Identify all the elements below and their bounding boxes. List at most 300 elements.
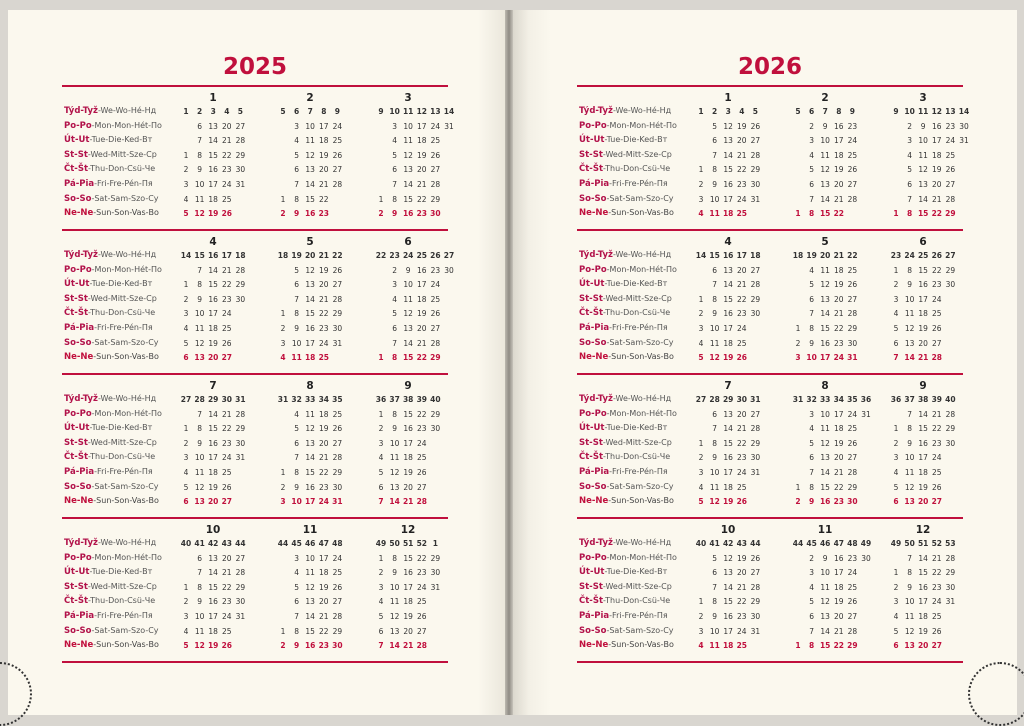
day-cell: 30 xyxy=(750,180,761,189)
label-primary: Týd-Tyž xyxy=(579,106,613,116)
day-cell: 2 xyxy=(280,209,286,219)
day-cell: 5 xyxy=(392,150,397,160)
label-primary: Pá-Pia xyxy=(64,611,95,621)
quarter-divider xyxy=(577,373,963,375)
day-cell: 27 xyxy=(417,482,427,492)
label-primary: Po-Po xyxy=(64,264,92,275)
day-label xyxy=(579,135,667,145)
day-cell: 19 xyxy=(918,482,928,492)
day-label xyxy=(579,338,674,348)
day-cell: 27 xyxy=(221,497,233,507)
day-cell: 29 xyxy=(750,165,761,175)
day-cell: 19 xyxy=(319,265,329,275)
day-cell: 19 xyxy=(834,280,844,290)
day-cell: 14 xyxy=(723,582,733,592)
week-number: 22 xyxy=(375,251,387,260)
day-label xyxy=(64,467,153,477)
day-cell: 11 xyxy=(403,294,413,304)
day-cell: 14 xyxy=(305,453,315,463)
day-cell: 14 xyxy=(820,194,830,204)
month-number: 9 xyxy=(919,380,927,392)
week-number: 32 xyxy=(291,395,302,404)
day-cell: 15 xyxy=(208,582,218,592)
day-cell: 23 xyxy=(847,121,858,131)
day-cell: 13 xyxy=(820,453,830,463)
day-cell: 20 xyxy=(932,180,942,189)
day-cell: 20 xyxy=(737,568,747,578)
day-cell: 6 xyxy=(294,438,299,448)
day-cell: 22 xyxy=(932,424,942,434)
day-cell: 15 xyxy=(723,165,733,175)
label-secondary: -We-Wo-Hé-Нд xyxy=(612,106,672,115)
day-cell: 14 xyxy=(403,180,413,189)
day-cell: 7 xyxy=(893,353,899,363)
day-cell: 28 xyxy=(332,612,343,621)
day-cell: 7 xyxy=(197,136,202,146)
day-label xyxy=(64,208,159,218)
week-number: 33 xyxy=(819,395,831,404)
day-cell: 15 xyxy=(723,597,733,607)
bottom-divider xyxy=(62,661,448,663)
week-number: 27 xyxy=(945,251,956,260)
day-label xyxy=(64,338,159,348)
day-cell: 12 xyxy=(194,209,205,219)
day-cell: 17 xyxy=(403,582,413,592)
label-secondary: -Mon-Mon-Hét-По xyxy=(91,552,162,562)
day-cell: 22 xyxy=(417,194,427,204)
label-primary: Čt-Št xyxy=(579,596,604,607)
day-cell: 2 xyxy=(378,209,384,219)
week-number: 33 xyxy=(304,395,316,404)
label-primary: St-St xyxy=(579,437,603,448)
day-label xyxy=(64,294,157,304)
label-primary: Týd-Tyž xyxy=(579,250,613,260)
day-cell: 23 xyxy=(737,180,747,189)
day-cell: 26 xyxy=(945,165,956,175)
label-secondary: -We-Wo-Hé-Нд xyxy=(612,538,672,547)
day-cell: 3 xyxy=(809,568,814,578)
day-cell: 10 xyxy=(291,338,302,348)
day-cell: 25 xyxy=(847,265,858,275)
day-cell: 6 xyxy=(392,165,397,175)
day-cell: 1 xyxy=(280,468,286,477)
day-cell: 18 xyxy=(208,324,218,333)
week-number: 14 xyxy=(958,107,970,116)
label-secondary: -We-Wo-Hé-Нд xyxy=(97,538,157,547)
day-cell: 7 xyxy=(392,338,397,348)
day-cell: 21 xyxy=(737,582,747,592)
day-cell: 18 xyxy=(208,468,218,477)
day-cell: 27 xyxy=(847,453,858,463)
day-label xyxy=(579,279,667,289)
day-cell: 7 xyxy=(907,553,912,563)
day-cell: 5 xyxy=(809,438,814,448)
label-primary: St-St xyxy=(64,437,88,448)
month-number: 5 xyxy=(821,236,829,248)
day-cell: 16 xyxy=(819,497,831,507)
day-cell: 6 xyxy=(712,568,717,578)
day-cell: 2 xyxy=(378,424,384,434)
day-cell: 29 xyxy=(332,309,343,319)
day-cell: 8 xyxy=(712,294,717,304)
day-cell: 13 xyxy=(918,180,928,189)
day-cell: 4 xyxy=(809,265,814,275)
day-cell: 6 xyxy=(378,626,384,636)
day-cell: 16 xyxy=(402,209,414,219)
day-cell: 12 xyxy=(723,121,733,131)
day-cell: 27 xyxy=(932,338,942,348)
day-cell: 18 xyxy=(722,641,734,651)
day-cell: 5 xyxy=(183,641,189,651)
week-number: 53 xyxy=(945,539,956,548)
day-cell: 31 xyxy=(750,468,761,477)
day-label xyxy=(579,423,667,433)
day-cell: 15 xyxy=(819,641,831,651)
week-number: 14 xyxy=(180,251,192,260)
day-cell: 16 xyxy=(208,597,218,607)
day-cell: 9 xyxy=(809,338,814,348)
day-cell: 13 xyxy=(389,626,400,636)
label-secondary: -Tue-Die-Ked-Вт xyxy=(604,423,668,433)
week-number: 32 xyxy=(806,395,817,404)
label-primary: Pá-Pia xyxy=(579,467,610,477)
day-cell: 11 xyxy=(820,424,830,434)
day-cell: 28 xyxy=(430,180,441,189)
week-number: 16 xyxy=(207,251,219,260)
label-primary: Pá-Pia xyxy=(579,611,610,621)
day-cell: 1 xyxy=(378,409,384,419)
day-cell: 29 xyxy=(235,280,246,290)
day-cell: 19 xyxy=(918,324,928,333)
day-cell: 19 xyxy=(932,165,942,175)
week-number: 6 xyxy=(293,107,300,116)
day-cell: 6 xyxy=(893,497,899,507)
week-number: 26 xyxy=(931,251,943,260)
day-cell: 26 xyxy=(932,626,942,636)
day-cell: 15 xyxy=(820,324,830,333)
day-cell: 10 xyxy=(820,568,830,578)
label-primary: Pá-Pia xyxy=(64,467,95,477)
day-cell: 21 xyxy=(319,612,329,621)
day-cell: 24 xyxy=(222,180,232,189)
day-label xyxy=(64,582,157,592)
day-cell: 15 xyxy=(918,424,928,434)
day-cell: 25 xyxy=(736,209,748,219)
day-label xyxy=(64,135,152,145)
day-cell: 4 xyxy=(698,209,704,219)
day-cell: 8 xyxy=(294,194,299,204)
day-cell: 11 xyxy=(918,150,928,160)
day-cell: 2 xyxy=(280,324,286,333)
label-secondary: -Sat-Sam-Szo-Су xyxy=(606,625,674,635)
day-cell: 4 xyxy=(294,409,299,419)
day-cell: 1 xyxy=(183,424,189,434)
day-cell: 8 xyxy=(197,582,202,592)
day-cell: 11 xyxy=(305,568,315,578)
week-number: 4 xyxy=(224,107,230,116)
label-secondary: -Sat-Sam-Szo-Су xyxy=(606,193,674,203)
day-cell: 22 xyxy=(319,468,329,477)
book-spine xyxy=(505,10,513,715)
week-number: 2 xyxy=(196,107,203,116)
day-cell: 28 xyxy=(332,294,343,304)
day-label xyxy=(64,323,153,333)
day-cell: 21 xyxy=(834,626,844,636)
week-number: 25 xyxy=(416,251,428,260)
day-cell: 9 xyxy=(712,612,717,621)
day-cell: 2 xyxy=(809,121,814,131)
day-cell: 10 xyxy=(820,136,830,146)
day-cell: 8 xyxy=(197,424,202,434)
day-cell: 24 xyxy=(222,612,232,621)
week-number: 39 xyxy=(416,395,428,404)
day-cell: 25 xyxy=(332,409,343,419)
day-cell: 10 xyxy=(291,497,302,507)
day-cell: 6 xyxy=(294,280,299,290)
day-cell: 9 xyxy=(197,165,202,175)
day-cell: 16 xyxy=(403,424,413,434)
day-cell: 3 xyxy=(809,409,814,419)
day-cell: 28 xyxy=(945,409,956,419)
day-cell: 31 xyxy=(750,626,761,636)
day-cell: 28 xyxy=(750,280,761,290)
day-cell: 9 xyxy=(392,568,397,578)
day-cell: 22 xyxy=(833,641,845,651)
day-cell: 26 xyxy=(332,265,343,275)
week-number: 8 xyxy=(321,107,327,116)
day-cell: 3 xyxy=(795,353,801,363)
day-cell: 1 xyxy=(183,280,189,290)
day-cell: 10 xyxy=(194,612,205,621)
day-cell: 21 xyxy=(222,136,232,146)
day-cell: 7 xyxy=(712,150,717,160)
day-cell: 4 xyxy=(183,194,189,204)
day-cell: 14 xyxy=(820,468,830,477)
day-cell: 8 xyxy=(809,482,814,492)
month-number: 4 xyxy=(209,236,217,248)
week-number: 49 xyxy=(860,539,872,548)
day-cell: 9 xyxy=(293,209,300,219)
day-cell: 11 xyxy=(904,612,915,621)
day-cell: 5 xyxy=(392,309,397,319)
day-cell: 17 xyxy=(723,324,733,333)
day-cell: 6 xyxy=(378,482,384,492)
day-cell: 31 xyxy=(332,497,343,507)
month-number: 1 xyxy=(724,92,732,104)
day-cell: 24 xyxy=(847,409,858,419)
day-cell: 21 xyxy=(737,150,747,160)
day-cell: 1 xyxy=(795,324,801,333)
day-cell: 5 xyxy=(712,553,717,563)
day-cell: 28 xyxy=(430,338,441,348)
label-primary: St-St xyxy=(64,293,88,304)
day-label xyxy=(579,164,670,174)
day-cell: 16 xyxy=(918,438,928,448)
week-label xyxy=(579,250,671,260)
day-cell: 25 xyxy=(737,482,747,492)
day-cell: 15 xyxy=(403,194,413,204)
day-cell: 10 xyxy=(389,582,400,592)
label-secondary: -Tue-Die-Ked-Вт xyxy=(604,567,668,577)
day-cell: 14 xyxy=(820,309,830,319)
day-cell: 8 xyxy=(712,597,717,607)
day-cell: 13 xyxy=(208,121,218,131)
day-cell: 2 xyxy=(795,338,801,348)
day-cell: 16 xyxy=(208,165,218,175)
day-cell: 3 xyxy=(294,121,299,131)
day-cell: 20 xyxy=(207,353,219,363)
day-cell: 11 xyxy=(820,150,830,160)
day-cell: 4 xyxy=(280,353,286,363)
week-number: 4 xyxy=(739,107,745,116)
day-cell: 24 xyxy=(332,121,343,131)
day-cell: 30 xyxy=(235,294,246,304)
day-cell: 6 xyxy=(183,353,189,363)
day-cell: 7 xyxy=(378,497,384,507)
day-cell: 28 xyxy=(931,353,943,363)
day-cell: 25 xyxy=(847,582,858,592)
day-cell: 4 xyxy=(698,482,704,492)
day-cell: 11 xyxy=(305,409,315,419)
day-label xyxy=(579,308,670,318)
day-cell: 16 xyxy=(834,553,844,563)
day-cell: 6 xyxy=(893,338,899,348)
day-cell: 22 xyxy=(932,265,942,275)
day-cell: 9 xyxy=(907,582,912,592)
label-primary: Čt-Št xyxy=(579,452,604,463)
week-number: 7 xyxy=(307,107,313,116)
day-cell: 20 xyxy=(417,165,427,175)
day-cell: 12 xyxy=(305,265,315,275)
week-number: 40 xyxy=(945,395,956,404)
day-cell: 15 xyxy=(305,309,315,319)
day-cell: 28 xyxy=(847,626,858,636)
day-cell: 13 xyxy=(194,353,205,363)
week-number: 36 xyxy=(890,395,902,404)
day-cell: 2 xyxy=(698,453,704,463)
day-cell: 12 xyxy=(194,482,205,492)
label-primary: So-So xyxy=(579,625,607,636)
day-cell: 7 xyxy=(294,453,299,463)
day-cell: 29 xyxy=(750,597,761,607)
day-cell: 30 xyxy=(430,568,441,578)
label-secondary: -Sat-Sam-Szo-Су xyxy=(91,193,159,203)
day-cell: 1 xyxy=(280,309,286,319)
day-cell: 22 xyxy=(833,209,845,219)
day-cell: 16 xyxy=(932,121,942,131)
week-number: 12 xyxy=(931,107,943,116)
day-cell: 27 xyxy=(221,353,233,363)
day-cell: 27 xyxy=(945,180,956,189)
day-cell: 16 xyxy=(723,453,733,463)
week-number: 15 xyxy=(194,251,205,260)
day-label xyxy=(579,626,674,636)
day-cell: 22 xyxy=(932,568,942,578)
day-cell: 5 xyxy=(294,424,299,434)
label-primary: Pá-Pia xyxy=(579,323,610,333)
day-cell: 28 xyxy=(750,424,761,434)
day-cell: 30 xyxy=(235,438,246,448)
day-cell: 14 xyxy=(723,150,733,160)
label-primary: So-So xyxy=(64,193,92,204)
day-label xyxy=(64,179,153,189)
day-cell: 10 xyxy=(194,180,205,189)
day-cell: 27 xyxy=(847,612,858,621)
label-secondary: -Wed-Mitt-Sze-Ср xyxy=(87,293,157,303)
label-primary: Po-Po xyxy=(579,552,607,563)
day-cell: 18 xyxy=(304,353,316,363)
label-primary: Ne-Ne xyxy=(579,640,609,651)
day-cell: 20 xyxy=(834,612,844,621)
day-cell: 19 xyxy=(208,482,218,492)
day-cell: 29 xyxy=(332,468,343,477)
day-cell: 29 xyxy=(847,641,858,651)
label-primary: St-St xyxy=(579,293,603,304)
month-number: 8 xyxy=(306,380,314,392)
day-cell: 8 xyxy=(712,438,717,448)
week-number: 1 xyxy=(183,107,189,116)
day-label xyxy=(64,423,152,433)
day-cell: 31 xyxy=(945,597,956,607)
day-cell: 16 xyxy=(723,612,733,621)
month-number: 6 xyxy=(919,236,927,248)
day-cell: 7 xyxy=(907,409,912,419)
day-cell: 6 xyxy=(183,497,189,507)
day-cell: 21 xyxy=(319,180,329,189)
label-secondary: -Sat-Sam-Szo-Су xyxy=(91,625,159,635)
week-number: 27 xyxy=(443,251,455,260)
day-cell: 7 xyxy=(197,265,202,275)
day-cell: 27 xyxy=(332,280,343,290)
day-cell: 1 xyxy=(893,209,899,219)
day-cell: 24 xyxy=(332,553,343,563)
day-cell: 30 xyxy=(847,338,858,348)
day-cell: 16 xyxy=(305,482,315,492)
day-cell: 15 xyxy=(403,553,413,563)
day-cell: 8 xyxy=(907,424,912,434)
label-secondary: -Thu-Don-Csü-Че xyxy=(88,308,156,318)
week-number: 18 xyxy=(792,251,804,260)
day-cell: 19 xyxy=(319,424,329,434)
quarter-divider xyxy=(62,517,448,519)
day-cell: 20 xyxy=(222,121,232,131)
day-cell: 6 xyxy=(712,136,717,146)
day-cell: 19 xyxy=(403,468,413,477)
day-cell: 24 xyxy=(737,626,747,636)
week-number: 3 xyxy=(725,107,731,116)
day-cell: 12 xyxy=(389,612,400,621)
day-cell: 23 xyxy=(222,438,232,448)
day-cell: 15 xyxy=(208,280,218,290)
day-cell: 23 xyxy=(319,324,329,333)
day-cell: 16 xyxy=(918,280,928,290)
day-cell: 27 xyxy=(430,165,441,175)
day-cell: 10 xyxy=(305,121,315,131)
day-cell: 11 xyxy=(389,453,400,463)
week-number: 31 xyxy=(750,395,761,404)
day-cell: 2 xyxy=(183,438,189,448)
week-number: 10 xyxy=(389,107,400,116)
day-cell: 7 xyxy=(392,180,397,189)
month-number: 3 xyxy=(404,92,412,104)
day-cell: 5 xyxy=(294,582,299,592)
day-cell: 15 xyxy=(305,468,315,477)
label-secondary: -We-Wo-Hé-Нд xyxy=(97,250,157,259)
label-primary: Čt-Št xyxy=(64,308,89,319)
day-cell: 30 xyxy=(959,121,969,131)
day-cell: 30 xyxy=(332,324,343,333)
day-cell: 23 xyxy=(847,553,858,563)
